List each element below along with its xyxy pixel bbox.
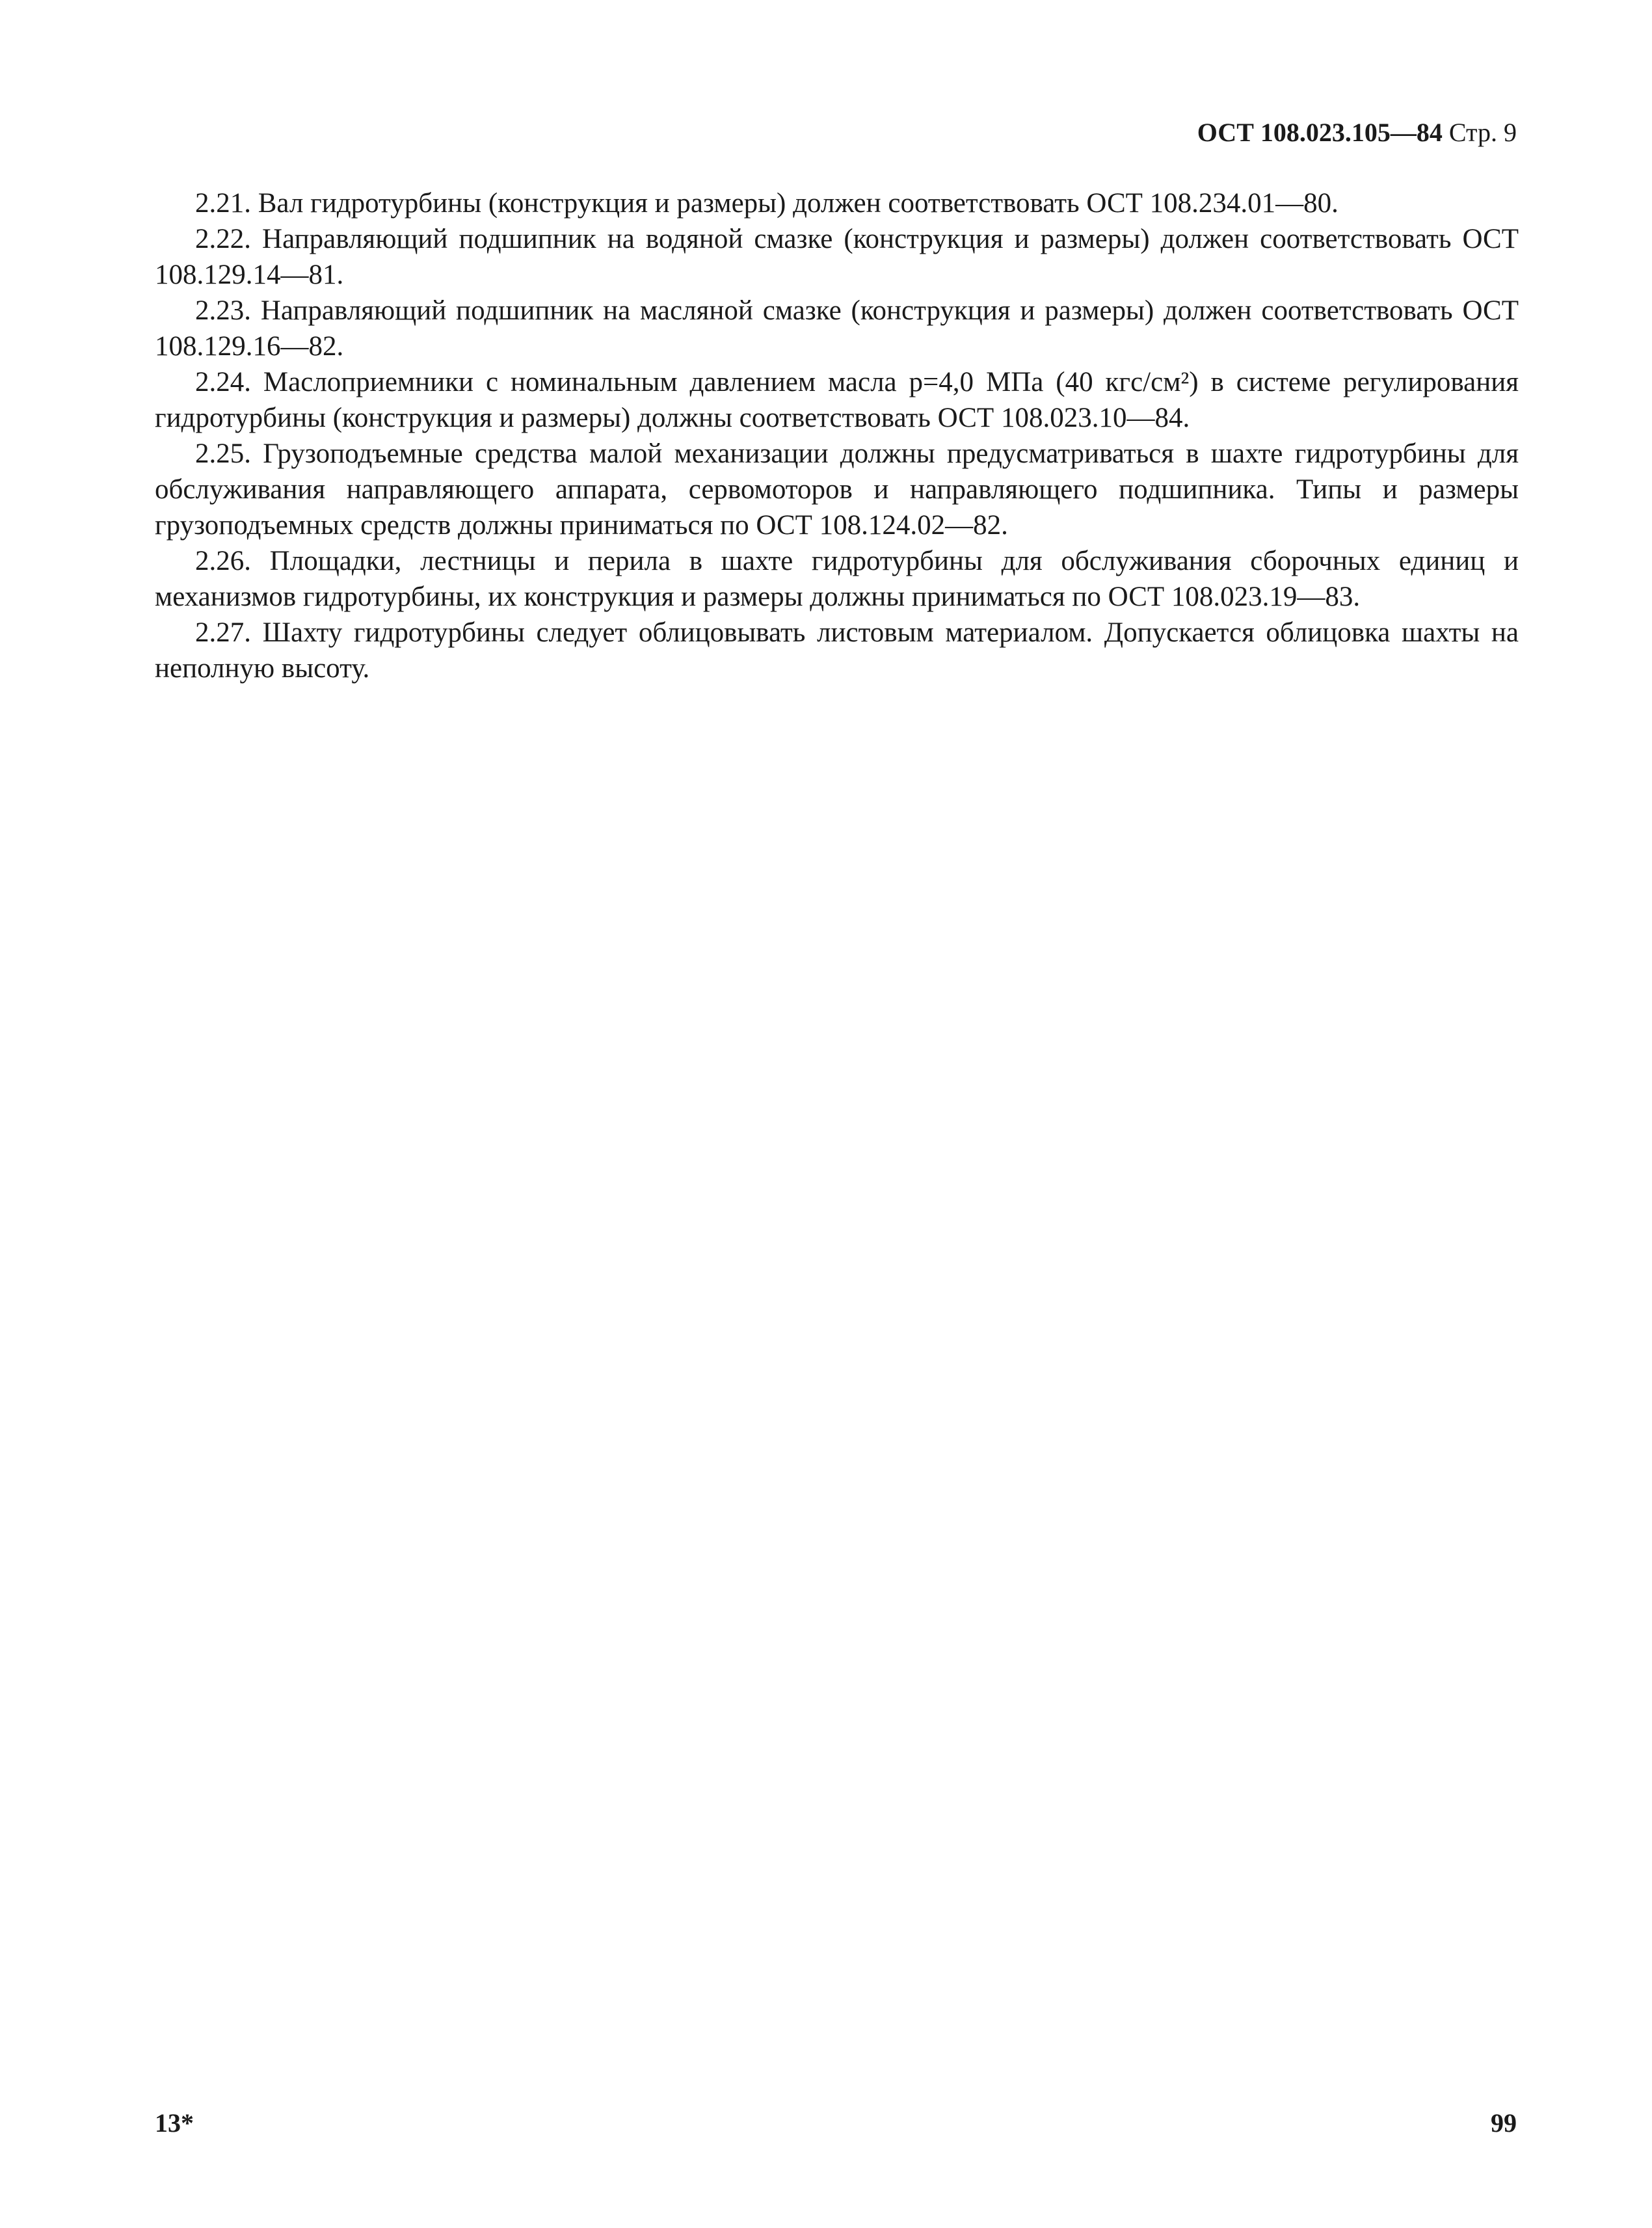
page-label: Стр. 9 <box>1448 118 1517 147</box>
paragraph-2-23: 2.23. Направляющий подшипник на масляной смазке (конструкция и размеры) должен соответствовать ОСТ 108.129.16—82. <box>155 295 1519 362</box>
paragraph-2-22: 2.22. Направляющий подшипник на водяной смазке (конструкция и размеры) должен соответствовать ОСТ 108.129.14—81. <box>155 224 1519 290</box>
paragraph-2-21: 2.21. Вал гидротурбины (конструкция и размеры) должен соответствовать ОСТ 108.234.01—80. <box>195 188 1339 219</box>
paragraph-2-26: 2.26. Площадки, лестницы и перила в шахте гидротурбины для обслуживания сборочных единиц и механизмов гидротурбины, их конструкция и размеры должны приниматься по ОСТ 108.023.19—83. <box>155 546 1519 612</box>
page-header <box>1197 117 1517 148</box>
paragraph-2-24: 2.24. Маслоприемники с номинальным давлением масла p=4,0 МПа (40 кгс/см²) в системе регулирования гидротурбины (конструкция и размеры) должны соответствовать ОСТ 108.023.10—84. <box>155 367 1519 433</box>
paragraph-2-25: 2.25. Грузоподъемные средства малой механизации должны предусматриваться в шахте гидротурбины для обслуживания направляющего аппарата, сервомоторов и направляющего подшипника. Типы и размеры грузоподъемных средств должны приниматься по ОСТ 108.124.02—82. <box>155 438 1519 541</box>
page-number: 99 <box>1491 2108 1517 2138</box>
signature-mark: 13* <box>155 2108 194 2138</box>
document-body <box>155 185 1519 686</box>
standard-code: ОСТ 108.023.105—84 <box>1197 118 1443 147</box>
paragraph-2-27: 2.27. Шахту гидротурбины следует облицовывать листовым материалом. Допускается облицовка шахты на неполную высоту. <box>155 617 1519 684</box>
